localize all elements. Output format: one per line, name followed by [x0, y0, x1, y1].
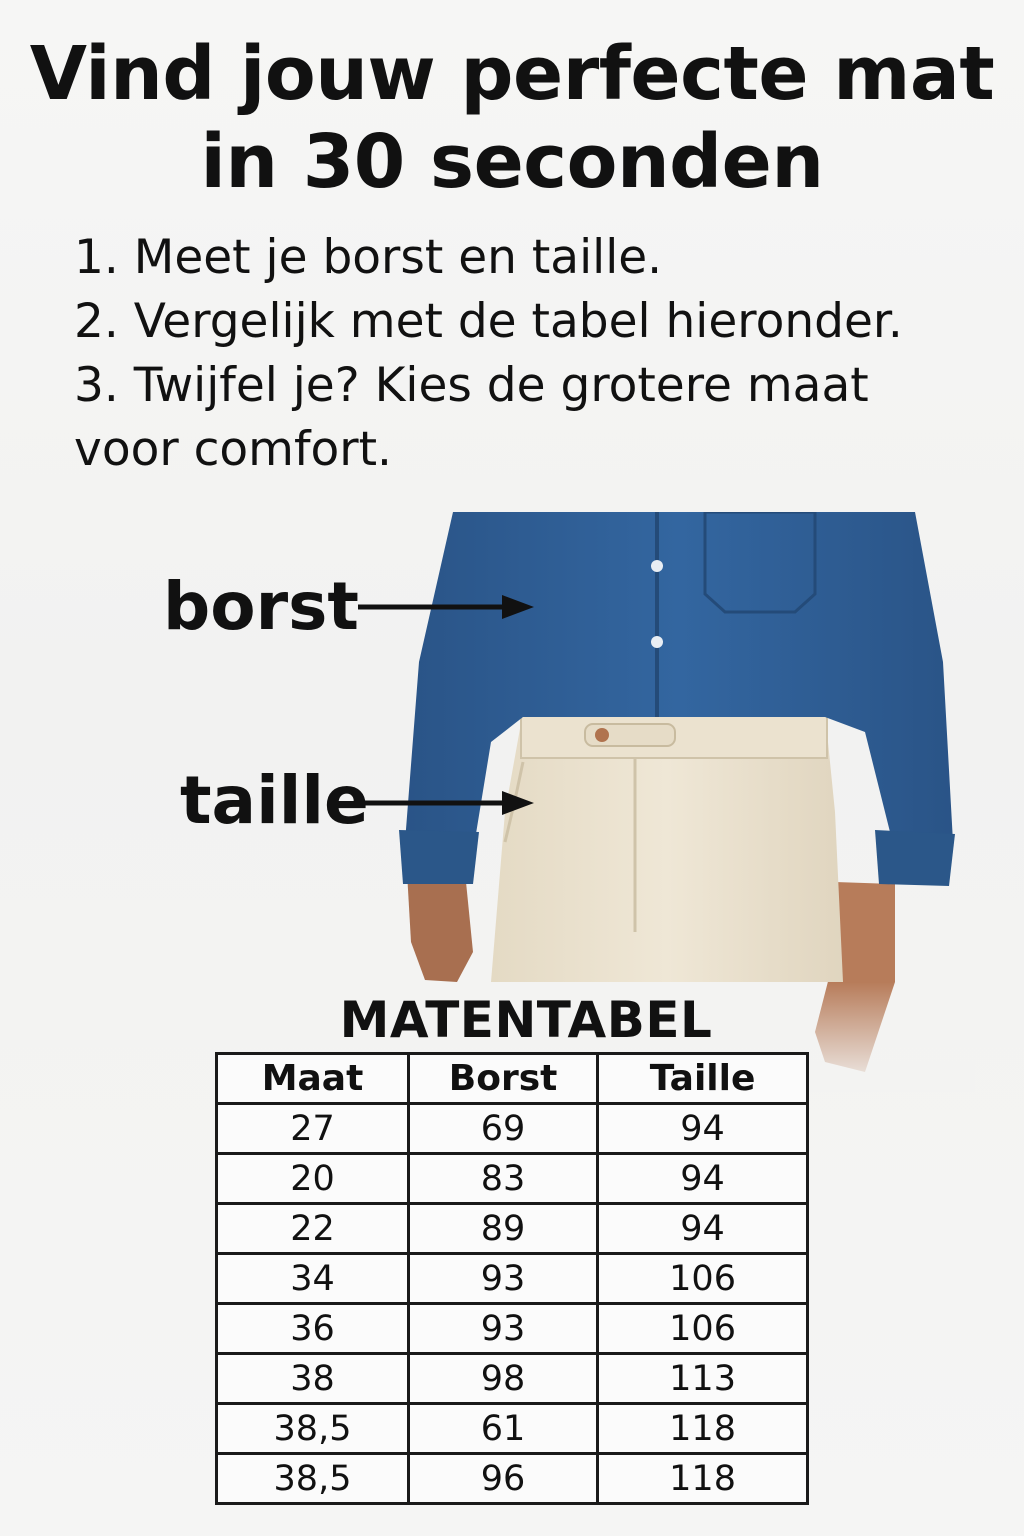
- table-row: [217, 1204, 808, 1254]
- cell-borst: 98: [409, 1354, 598, 1404]
- table-row: [217, 1304, 808, 1354]
- size-table-title: MATENTABEL: [339, 991, 713, 1049]
- table-row: [217, 1254, 808, 1304]
- cell-borst: 89: [409, 1204, 598, 1254]
- cell-borst: 69: [409, 1104, 598, 1154]
- step-3: 3. Twijfel je? Kies de grotere maat voor comfort.: [74, 358, 869, 477]
- header-maat: Maat: [217, 1054, 409, 1104]
- cell-taille: 113: [598, 1354, 808, 1404]
- table-row: [217, 1104, 808, 1154]
- instruction-steps: [74, 226, 974, 482]
- size-table: [215, 1052, 809, 1505]
- cell-taille: 118: [598, 1454, 808, 1504]
- title-line-2: in 30 seconden: [200, 119, 824, 205]
- left-hand: [407, 872, 473, 982]
- step-2: 2. Vergelijk met de tabel hieronder.: [74, 294, 903, 349]
- header-taille: Taille: [598, 1054, 808, 1104]
- cell-maat: 38,5: [217, 1454, 409, 1504]
- cell-taille: 118: [598, 1404, 808, 1454]
- waist-button: [595, 728, 609, 742]
- shirt-button-1: [651, 560, 663, 572]
- label-borst: borst: [163, 568, 359, 645]
- cell-borst: 83: [409, 1154, 598, 1204]
- cell-borst: 93: [409, 1304, 598, 1354]
- table-row: [217, 1454, 808, 1504]
- cell-borst: 96: [409, 1454, 598, 1504]
- right-cuff: [875, 830, 955, 886]
- arrow-right-icon: [356, 786, 536, 820]
- step-1: 1. Meet je borst en taille.: [74, 230, 663, 285]
- left-cuff: [399, 830, 479, 884]
- cell-borst: 93: [409, 1254, 598, 1304]
- cell-maat: 22: [217, 1204, 409, 1254]
- cell-taille: 94: [598, 1204, 808, 1254]
- table-row: [217, 1404, 808, 1454]
- arrow-right-icon: [356, 590, 536, 624]
- cell-maat: 38,5: [217, 1404, 409, 1454]
- header-borst: Borst: [409, 1054, 598, 1104]
- cell-maat: 34: [217, 1254, 409, 1304]
- cell-maat: 38: [217, 1354, 409, 1404]
- page-title: [0, 30, 1024, 206]
- cell-maat: 20: [217, 1154, 409, 1204]
- table-row: [217, 1154, 808, 1204]
- shirt-button-2: [651, 636, 663, 648]
- cell-taille: 106: [598, 1254, 808, 1304]
- label-taille: taille: [180, 762, 369, 839]
- table-header-row: [217, 1054, 808, 1104]
- cell-borst: 61: [409, 1404, 598, 1454]
- cell-taille: 94: [598, 1154, 808, 1204]
- table-row: [217, 1354, 808, 1404]
- title-line-1: Vind jouw perfecte mat: [29, 31, 995, 117]
- cell-taille: 94: [598, 1104, 808, 1154]
- cell-maat: 36: [217, 1304, 409, 1354]
- cell-taille: 106: [598, 1304, 808, 1354]
- cell-maat: 27: [217, 1104, 409, 1154]
